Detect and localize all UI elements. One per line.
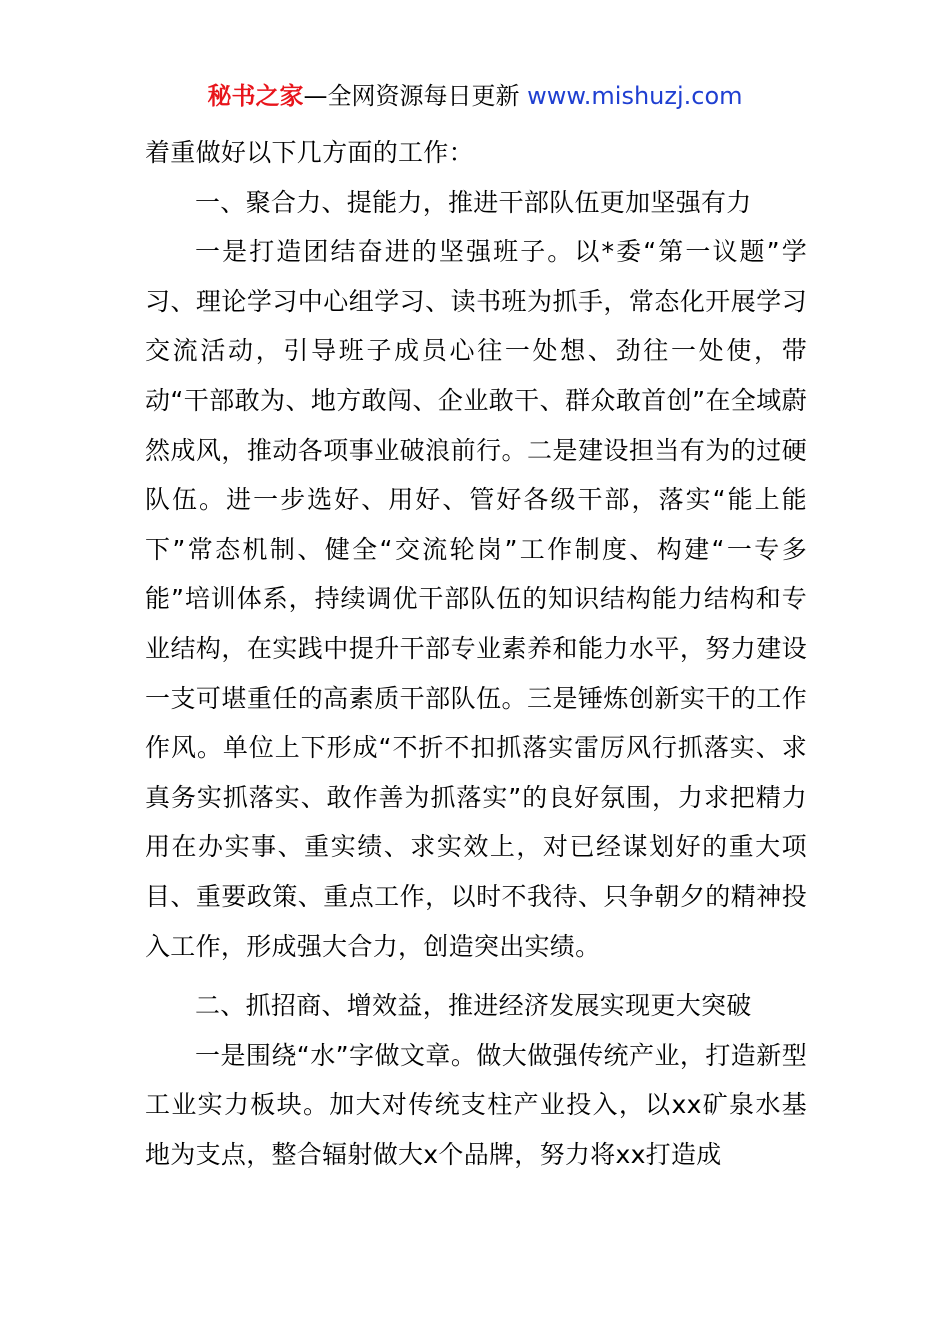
section-heading-2: 二、抓招商、增效益，推进经济发展实现更大突破 (195, 991, 752, 1021)
intro-paragraph: 着重做好以下几方面的工作： (145, 138, 474, 167)
section-1-paragraph: 一是打造团结奋进的坚强班子。以*委“第一议题”学习、理论学习中心组学习、读书班为抓手，常态化开展学习交流活动，引导班子成员心往一处想、劲往一处使，带动“干部敢为、地方敢闯、企业敢干、群众敢首创”在全域蔚然成风，推动各项事业破浪前行。二是建设担当有为的过硬队伍。进一步选好、用好、管好各级干部，落实“能上能下”常态机制、健全“交流轮岗”工作制度、构建“一专多能”培训体系，持续调优干部队伍的知识结构能力结构和专业结构，在实践中提升干部专业素养和能力水平，努力建设一支可堪重任的高素质干部队伍。三是锤炼创新实干的工作作风。单位上下形成“不折不扣抓落实雷厉风行抓落实、求真务实抓落实、敢作善为抓落实”的良好氛围，力求把精力用在办实事、重实绩、求实效上，对已经谋划好的重大项目、重要政策、重点工作，以时不我待、只争朝夕的精神投入工作，形成强大合力，创造突出实绩。 (145, 237, 807, 961)
brand-name: 秘书之家 (207, 82, 304, 110)
document-body (145, 128, 807, 1179)
section-heading-1: 一、聚合力、提能力，推进干部队伍更加坚强有力 (195, 187, 752, 217)
section-2-paragraph: 一是围绕“水”字做文章。做大做强传统产业，打造新型工业实力板块。加大对传统支柱产业投入，以xx矿泉水基地为支点，整合辐射做大x个品牌，努力将xx打造成 (145, 1040, 807, 1169)
header-tagline: —全网资源每日更新 (303, 82, 528, 110)
page-header (0, 80, 950, 112)
site-url[interactable]: www.mishuzj.com (527, 82, 743, 110)
